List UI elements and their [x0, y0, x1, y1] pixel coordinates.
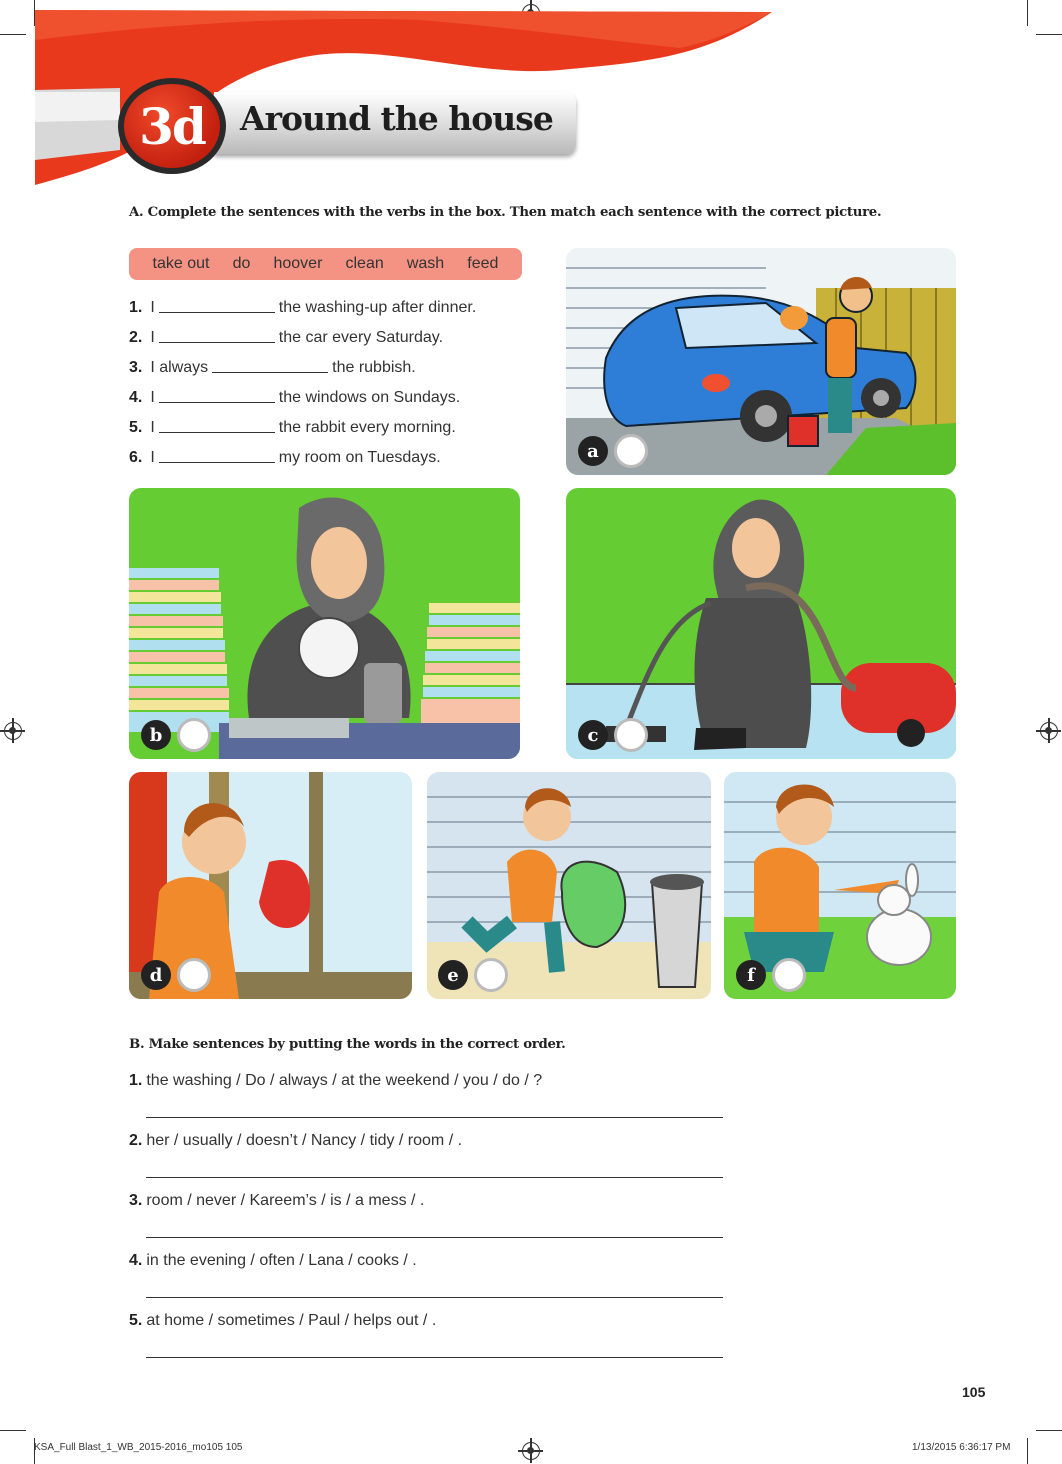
verb-item: feed: [467, 255, 499, 272]
item-number: 2.: [129, 1132, 143, 1149]
unit-number: 3d: [139, 96, 205, 156]
answer-circle-c[interactable]: [614, 718, 648, 752]
picture-label-f: f: [736, 960, 766, 990]
verb-item: do: [232, 255, 251, 272]
sentence-number: 3.: [129, 359, 143, 376]
reorder-item-1: [129, 1072, 542, 1090]
sentence-start: I always: [150, 359, 209, 376]
sentence-start: I: [150, 299, 155, 316]
picture-label-e: e: [438, 960, 468, 990]
verb-box: [129, 248, 522, 280]
sentence-start: I: [150, 329, 155, 346]
item-number: 4.: [129, 1252, 143, 1269]
registration-mark: [1040, 722, 1058, 740]
answer-line-5[interactable]: [146, 1357, 723, 1358]
crop-mark: [1027, 1438, 1028, 1464]
sentence-end: the washing-up after dinner.: [278, 299, 477, 316]
registration-mark: [522, 1442, 540, 1460]
answer-circle-e[interactable]: [474, 958, 508, 992]
picture-label-c: c: [578, 720, 608, 750]
item-number: 1.: [129, 1072, 143, 1089]
answer-line-1[interactable]: [146, 1117, 723, 1118]
page-title: Around the house: [240, 99, 553, 138]
answer-blank[interactable]: [159, 449, 275, 463]
item-words: the washing / Do / always / at the weekend / you / do / ?: [146, 1072, 543, 1089]
verb-item: clean: [345, 255, 384, 272]
reorder-item-4: [129, 1252, 417, 1270]
sentence-end: my room on Tuesdays.: [278, 449, 441, 466]
sentence-number: 4.: [129, 389, 143, 406]
sentence-5: [129, 419, 456, 437]
reorder-item-3: [129, 1192, 424, 1210]
sentence-start: I: [150, 389, 155, 406]
sentence-4: [129, 389, 460, 407]
sentence-number: 2.: [129, 329, 143, 346]
sentence-number: 6.: [129, 449, 143, 466]
sentence-2: [129, 329, 443, 347]
picture-d-cleaning-windows: [129, 772, 412, 999]
sentence-number: 1.: [129, 299, 143, 316]
reorder-item-2: [129, 1132, 462, 1150]
sentence-number: 5.: [129, 419, 143, 436]
crop-mark: [0, 1430, 26, 1431]
answer-blank[interactable]: [159, 389, 275, 403]
answer-blank[interactable]: [159, 419, 275, 433]
crop-mark: [1036, 1430, 1062, 1431]
item-words: room / never / Kareem’s / is / a mess / .: [146, 1192, 425, 1209]
picture-label-b: b: [141, 720, 171, 750]
reorder-item-5: [129, 1312, 436, 1330]
exercise-a-instruction: A. Complete the sentences with the verbs in the box. Then match each sentence with the correct picture.: [129, 205, 882, 220]
answer-circle-b[interactable]: [177, 718, 211, 752]
answer-line-3[interactable]: [146, 1237, 723, 1238]
sentence-end: the windows on Sundays.: [278, 389, 461, 406]
sentence-end: the rubbish.: [332, 359, 416, 376]
sentence-start: I: [150, 419, 155, 436]
item-words: in the evening / often / Lana / cooks / .: [146, 1252, 417, 1269]
page-number: 105: [962, 1384, 986, 1400]
answer-circle-f[interactable]: [772, 958, 806, 992]
picture-label-d: d: [141, 960, 171, 990]
item-words: her / usually / doesn’t / Nancy / tidy / room / .: [146, 1132, 463, 1149]
sentence-1: [129, 299, 476, 317]
sentence-end: the rabbit every morning.: [278, 419, 456, 436]
answer-blank[interactable]: [212, 359, 328, 373]
print-timestamp: 1/13/2015 6:36:17 PM: [912, 1442, 1011, 1453]
item-words: at home / sometimes / Paul / helps out / .: [146, 1312, 437, 1329]
sentence-6: [129, 449, 441, 467]
picture-label-a: a: [578, 436, 608, 466]
sentence-3: [129, 359, 416, 377]
unit-badge: [118, 78, 226, 174]
answer-blank[interactable]: [159, 329, 275, 343]
verb-item: wash: [406, 255, 445, 272]
registration-mark: [4, 722, 22, 740]
sentence-end: the car every Saturday.: [278, 329, 444, 346]
verb-item: take out: [152, 255, 210, 272]
answer-circle-a[interactable]: [614, 434, 648, 468]
answer-blank[interactable]: [159, 299, 275, 313]
answer-line-2[interactable]: [146, 1177, 723, 1178]
answer-circle-d[interactable]: [177, 958, 211, 992]
item-number: 3.: [129, 1192, 143, 1209]
picture-e-taking-out-rubbish: [427, 772, 711, 999]
file-info: KSA_Full Blast_1_WB_2015-2016_mo105 105: [34, 1442, 243, 1453]
item-number: 5.: [129, 1312, 143, 1329]
exercise-b-instruction: B. Make sentences by putting the words in the correct order.: [129, 1037, 566, 1052]
answer-line-4[interactable]: [146, 1297, 723, 1298]
sentence-start: I: [150, 449, 155, 466]
verb-item: hoover: [273, 255, 323, 272]
